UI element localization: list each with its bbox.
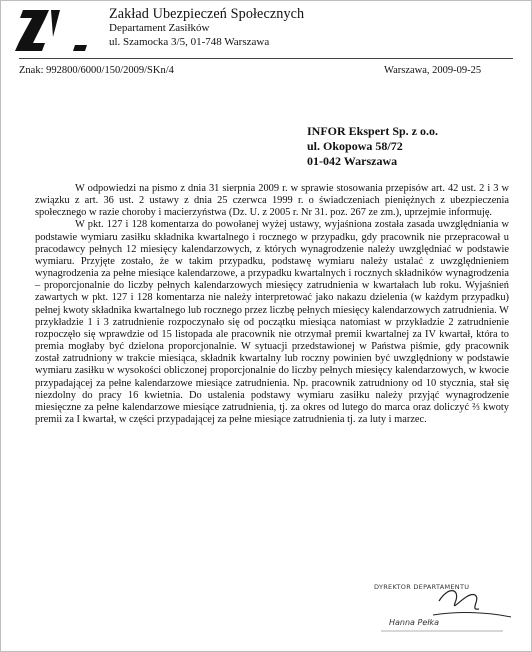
organization-header bbox=[109, 7, 304, 49]
paragraph-explanation: W pkt. 127 i 128 komentarza do powołanej wyżej ustawy, wyjaśniona została zasada uwzględniania w podstawie wymiaru zasiłku składnika kwartalnego i rocznego w przypadku, gdy pracownik nie przepracował u pracodawcy pełnych 12 miesięcy kalendarzowych, z których wynagrodzenie należy uwzględniać w podstawie wymiaru. Przyjęte zostało, że w takim przypadku, podstawę wymiaru należy ustalać z uwzględnieniem wynagrodzenia za pełne miesiące kalendarzowe, a przypadku kwartalnych i rocznych składników wynagrodzenia – proporcjonalnie do liczby pełnych kalendarzowych miesięcy zatrudnienia w kwartałach lub roku. Wyjaśnień zawartych w pkt. 127 i 128 komentarza nie należy interpretować jako nakazu dzielenia (w każdym przypadku) pełnej kwoty składnika kwartalnego lub rocznego przez liczbę pełnych miesięcy kalendarzowych zatrudnienia. W przykładzie 1 i 3 zatrudnienie rozpoczynało się od początku miesiąca natomiast w przykładzie 2 zatrudnienie rozpoczęło się wprawdzie od 15 listopada ale pracownik nie otrzymał premii kwartalnej za IV kwartał, która to premia mogłaby być dzielona proporcjonalnie. W sytuacji przedstawionej w Państwa piśmie, gdy pracownik został zatrudniony w trakcie miesiąca, składnik kwartalny lub roczny powinien być uwzględniony w podstawie wymiaru zasiłku w wysokości obliczonej proporcjonalnie do liczby pełnych miesięcy kalendarzowych, w kwocie przypadającej za pełne kalendarzowe miesiące zatrudnienia. Np. pracownik zatrudniony od 10 stycznia, stał się niezdolny do pracy 16 kwietnia. Do ustalenia podstawy wymiaru zasiłku należy przyjąć wynagrodzenie miesięczne za pełne kalendarzowe miesiące zatrudnienia, tj. za okres od lutego do marca oraz doliczyć ⅔ kwoty premii za I kwartał, w części przypadającej za pełne miesiące zatrudnienia tj. za luty i marzec. bbox=[35, 219, 509, 425]
recipient-city: 01-042 Warszawa bbox=[307, 154, 398, 168]
zus-logo-graphic bbox=[15, 7, 89, 53]
zus-logo bbox=[15, 7, 89, 53]
recipient-street: ul. Okopowa 58/72 bbox=[307, 139, 403, 153]
organization-name: Zakład Ubezpieczeń Społecznych bbox=[109, 6, 305, 22]
place-and-date: Warszawa, 2009-09-25 bbox=[384, 65, 482, 76]
reference-number: Znak: 992800/6000/150/2009/SKn/4 bbox=[19, 65, 174, 76]
header-divider bbox=[19, 58, 513, 59]
letter-body bbox=[35, 183, 509, 426]
signature-stamp bbox=[369, 581, 517, 637]
signatory-title: DYREKTOR DEPARTAMENTU bbox=[374, 583, 470, 591]
organization-address: ul. Szamocka 3/5, 01-748 Warszawa bbox=[109, 36, 270, 48]
paragraph-intro: W odpowiedzi na pismo z dnia 31 sierpnia 2009 r. w sprawie stosowania przepisów art. 42 ust. 2 i 3 w związku z art. 36 ust. 2 ustawy z dnia 25 czerwca 1999 r. o świadczeniach pieniężnych z ubezpieczenia społecznego w razie choroby i macierzyństwa (Dz. U. z 2005 r. Nr 31. poz. 267 ze zm.), uprzejmie informuję. bbox=[35, 183, 509, 219]
recipient-company: INFOR Ekspert Sp. z o.o. bbox=[307, 124, 439, 138]
department-name: Departament Zasiłków bbox=[109, 22, 210, 34]
signatory-name: Hanna Pełka bbox=[389, 618, 440, 627]
recipient-address bbox=[307, 124, 438, 169]
